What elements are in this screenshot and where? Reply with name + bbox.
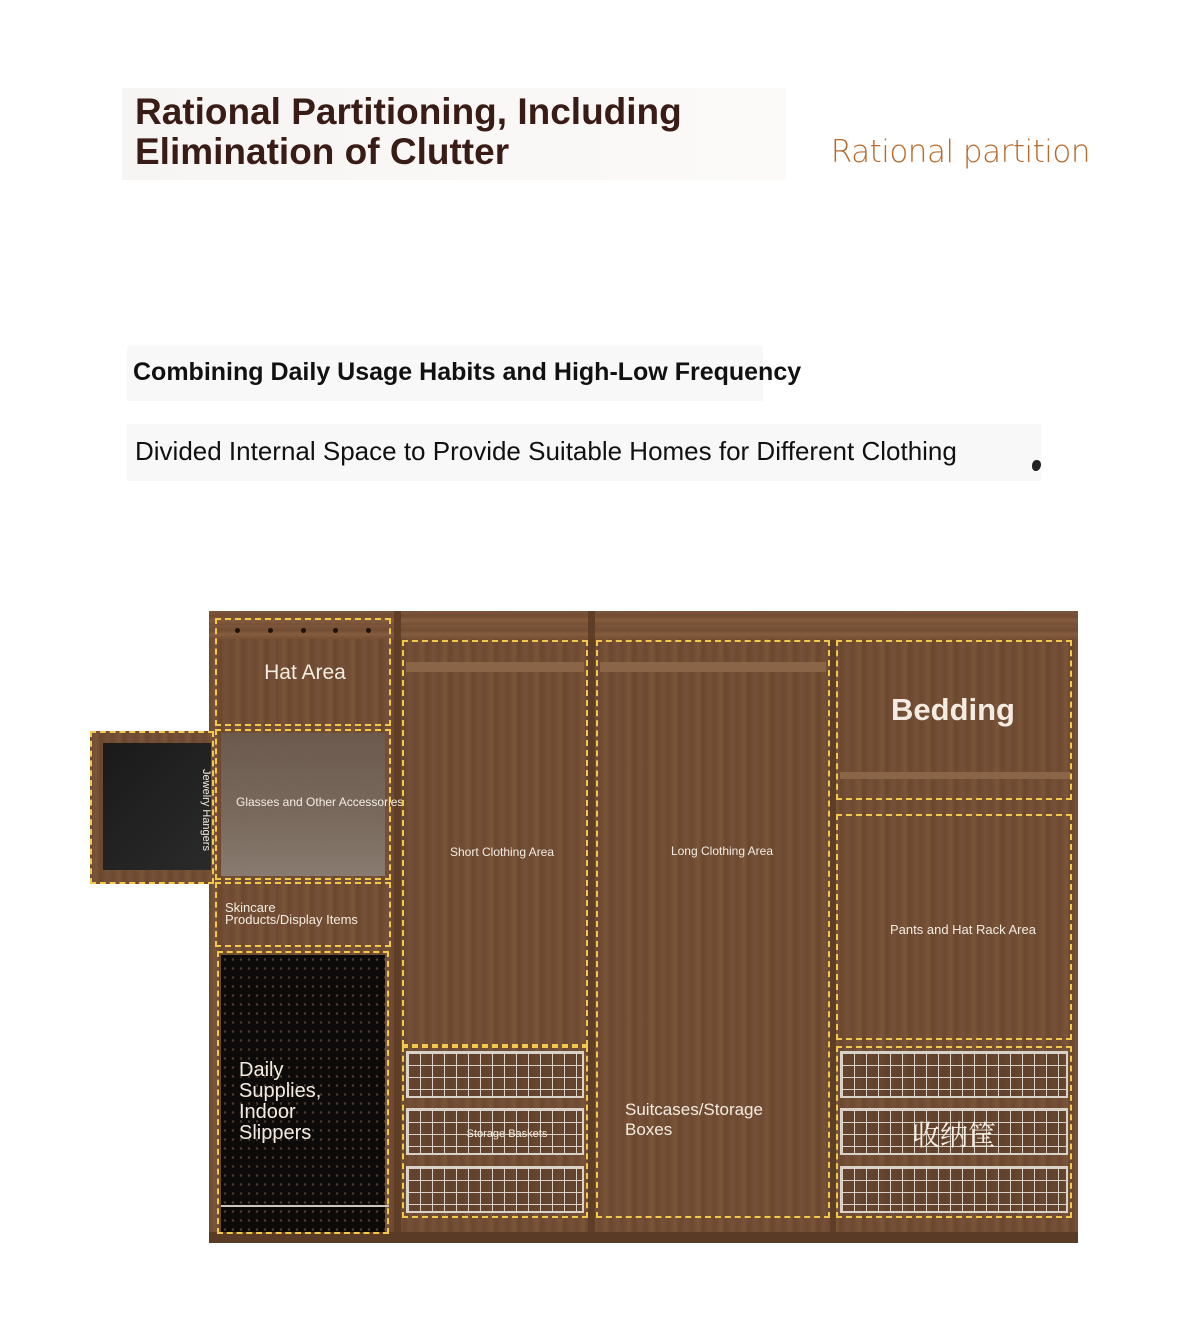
- divider-1: [394, 611, 401, 1243]
- storage-baskets-cn-label: 收纳筐: [911, 1119, 996, 1152]
- suitcases-line-2: Boxes: [625, 1120, 673, 1139]
- intro-line-2: Divided Internal Space to Provide Suitable Homes for Different Clothing: [135, 436, 957, 466]
- short-clothing-label: Short Clothing Area: [449, 845, 555, 859]
- hat-peg-icon: [366, 628, 371, 633]
- storage-baskets-label: Storage Baskets: [466, 1128, 548, 1140]
- daily-supplies-line-3: Indoor: [239, 1101, 296, 1123]
- jewelry-hangers-label: Jewelry Hangers: [200, 769, 212, 851]
- jewelry-box-outline: [90, 731, 214, 884]
- hat-peg-icon: [301, 628, 306, 633]
- daily-supplies-line-4: Slippers: [239, 1122, 312, 1144]
- daily-supplies-line-2: Supplies,: [239, 1080, 322, 1102]
- divider-2: [588, 611, 595, 1243]
- suitcases-line-1: Suitcases/Storage: [625, 1100, 763, 1119]
- hat-peg-icon: [235, 628, 240, 633]
- glasses-label: Glasses and Other Accessories: [236, 795, 404, 809]
- skincare-label: [225, 902, 358, 926]
- title-line-1: Rational Partitioning, Including: [135, 91, 682, 132]
- hat-area-label: Hat Area: [264, 661, 346, 684]
- skincare-label-line-2: Products/Display Items: [225, 912, 358, 927]
- page-title: [135, 92, 682, 172]
- page-subtitle: Rational partition: [830, 134, 1090, 170]
- suitcases-label: [625, 1100, 763, 1140]
- hat-peg-icon: [268, 628, 273, 633]
- title-line-2: Elimination of Clutter: [135, 131, 510, 172]
- short-clothing-outline: [402, 640, 588, 1046]
- pants-hat-rack-label: Pants and Hat Rack Area: [890, 922, 1036, 937]
- daily-supplies-line-1: Daily: [239, 1059, 284, 1081]
- daily-supplies-label: [239, 1060, 321, 1144]
- long-clothing-label: Long Clothing Area: [670, 844, 774, 858]
- hat-peg-icon: [333, 628, 338, 633]
- bedding-label: Bedding: [891, 692, 1015, 727]
- intro-line-1: Combining Daily Usage Habits and High-Low Frequency: [133, 358, 802, 386]
- skincare-label-line-1: Skincare: [225, 900, 276, 915]
